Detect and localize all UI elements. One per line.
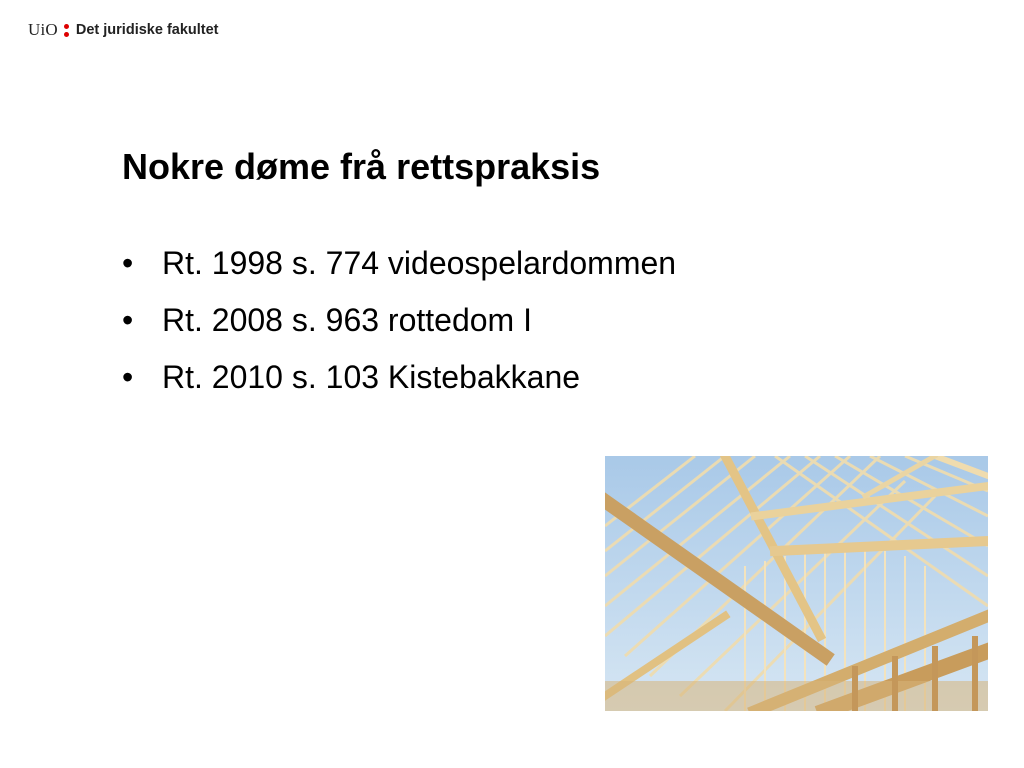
bullet-symbol: • — [122, 359, 134, 395]
logo-dot-top — [64, 24, 69, 29]
bullet-symbol: • — [122, 302, 134, 338]
bullet-item — [122, 349, 676, 406]
logo-dots-icon — [64, 24, 69, 37]
bullet-item — [122, 235, 676, 292]
bullet-item — [122, 292, 676, 349]
logo-uio-text: UiO — [28, 20, 58, 39]
bullet-text: Rt. 2010 s. 103 Kistebakkane — [162, 359, 581, 395]
bullet-list — [122, 235, 676, 406]
bullet-symbol: • — [122, 245, 134, 281]
bullet-text: Rt. 1998 s. 774 videospelardommen — [162, 245, 677, 281]
bullet-text: Rt. 2008 s. 963 rottedom I — [162, 302, 532, 338]
uio-logo[interactable] — [28, 18, 219, 42]
faculty-name: Det juridiske fakultet — [75, 22, 219, 38]
roof-truss-illustration — [605, 456, 988, 711]
slide-title: Nokre døme frå rettspraksis — [122, 146, 601, 187]
logo-dot-bottom — [64, 32, 69, 37]
roof-truss-photo — [605, 456, 988, 711]
